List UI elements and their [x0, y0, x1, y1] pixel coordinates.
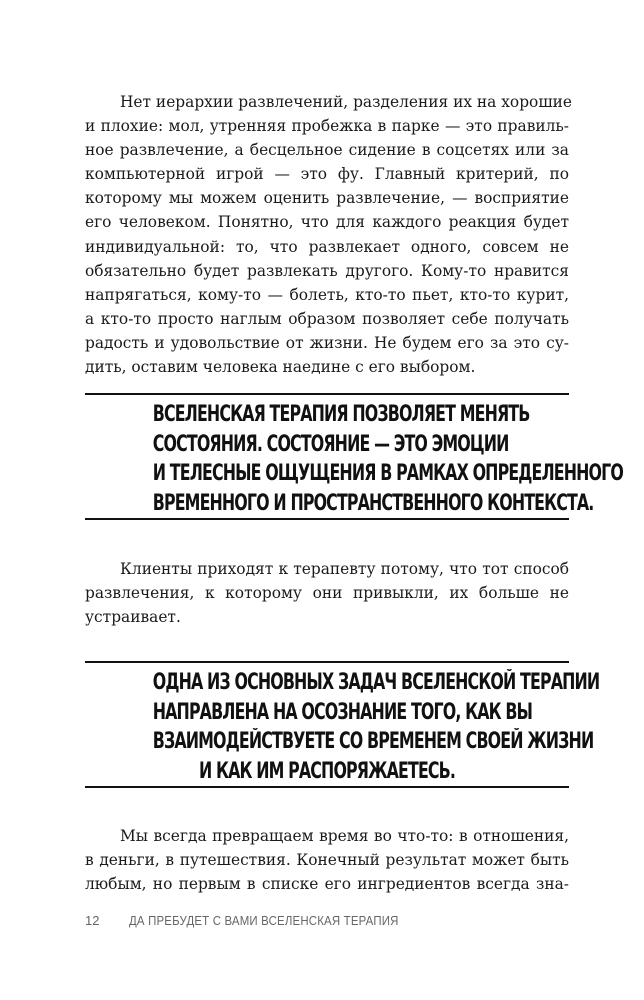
text-line: компьютерной игрой — это фу. Главный критерий, по: [85, 165, 569, 184]
callout-line: И КАК ИМ РАСПОРЯЖАЕТЕСЬ.: [198, 758, 456, 784]
callout-line: ВСЕЛЕНСКАЯ ТЕРАПИЯ ПОЗВОЛЯЕТ МЕНЯТЬ: [152, 402, 530, 427]
paragraph-clients: [85, 557, 569, 629]
callout-line: ВРЕМЕННОГО И ПРОСТРАНСТВЕННОГО КОНТЕКСТА.: [152, 490, 594, 516]
text-line: индивидуальной: то, что развлекает одного, совсем не: [85, 237, 569, 256]
callout-line: И ТЕЛЕСНЫЕ ОЩУЩЕНИЯ В РАМКАХ ОПРЕДЕЛЕННОГО: [152, 461, 623, 486]
text-line: и плохие: мол, утренняя пробежка в парке — это правиль-: [85, 117, 569, 136]
text-line: устраивает.: [85, 608, 181, 627]
text-line: напрягаться, кому-то — болеть, кто-то пьет, кто-то курит,: [85, 285, 569, 304]
text-line: которому мы можем оценить развлечение, — восприятие: [85, 189, 569, 208]
callout-line: ВЗАИМОДЕЙСТВУЕТЕ СО ВРЕМЕНЕМ СВОЕЙ ЖИЗНИ: [152, 729, 594, 754]
callout-line: ОДНА ИЗ ОСНОВНЫХ ЗАДАЧ ВСЕЛЕНСКОЙ ТЕРАПИИ: [152, 670, 600, 695]
callout-line: СОСТОЯНИЯ. СОСТОЯНИЕ — ЭТО ЭМОЦИИ: [152, 431, 509, 457]
text-line: Нет иерархии развлечений, разделения их на хорошие: [120, 93, 572, 111]
running-title: ДА ПРЕБУДЕТ С ВАМИ ВСЕЛЕНСКАЯ ТЕРАПИЯ: [129, 913, 399, 928]
text-line: Мы всегда превращаем время во что-то: в отношения,: [120, 827, 569, 845]
text-line: ное развлечение, а бесцельное сидение в соцсетях или за: [85, 141, 569, 160]
callout-main-task: [85, 661, 600, 788]
text-line: в деньги, в путешествия. Конечный результат может быть: [85, 851, 569, 870]
page-footer: [85, 913, 435, 928]
text-line: любым, но первым в списке его ингредиентов всегда зна-: [85, 875, 569, 894]
text-line: а кто-то просто наглым образом позволяет себе получать: [85, 309, 569, 328]
text-line: Клиенты приходят к терапевту потому, что тот способ: [120, 560, 569, 578]
text-line: его человеком. Понятно, что для каждого реакция будет: [85, 213, 569, 232]
text-line: обязательно будет развлекать другого. Кому-то нравится: [85, 261, 569, 280]
text-line: дить, оставим человека наедине с его выбором.: [85, 358, 476, 377]
text-line: развлечения, к которому они привыкли, их больше не: [85, 584, 569, 603]
paragraph-time-conversion: [85, 824, 569, 896]
text-line: радость и удовольствие от жизни. Не будем его за это су-: [85, 333, 569, 352]
page-number: 12: [85, 913, 100, 928]
callout-universal-therapy-states: [85, 393, 623, 520]
callout-line: НАПРАВЛЕНА НА ОСОЗНАНИЕ ТОГО, КАК ВЫ: [152, 699, 533, 725]
paragraph-hierarchy-of-entertainment: [85, 90, 572, 379]
